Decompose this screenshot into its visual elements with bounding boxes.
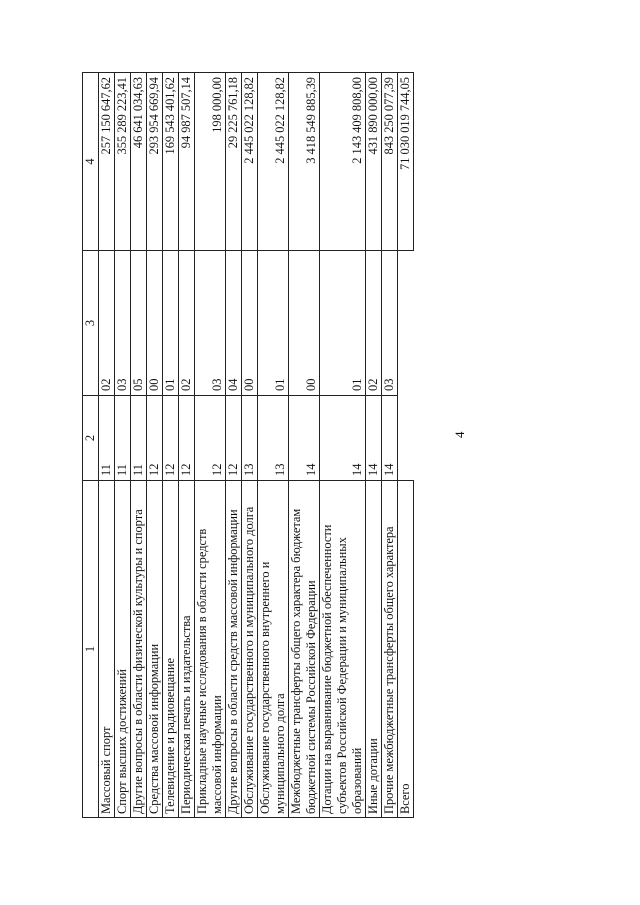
total-amount: 71 030 019 744,05 — [398, 73, 414, 251]
row-name-cell: Прочие межбюджетные трансферты общего характера — [382, 481, 398, 818]
table-row — [131, 73, 147, 818]
page-number: 4 — [452, 431, 467, 438]
row-amount-cell: 843 250 077,39 — [382, 73, 398, 251]
row-name-cell: Средства массовой информации — [147, 481, 163, 818]
row-section-code-cell: 14 — [320, 396, 366, 481]
row-name-cell: Другие вопросы в области физической культуры и спорта — [131, 481, 147, 818]
table-row — [289, 73, 320, 818]
row-amount-cell: 46 641 034,63 — [131, 73, 147, 251]
row-section-code-cell: 12 — [226, 396, 242, 481]
table-row — [242, 73, 258, 818]
table-row — [320, 73, 366, 818]
row-subsection-code-cell: 01 — [258, 251, 289, 396]
row-name-cell: Дотации на выравнивание бюджетной обеспеченности субъектов Российской Федерации и муниципальных образований — [320, 481, 366, 818]
total-row — [398, 73, 414, 818]
row-name-cell: Телевидение и радиовещание — [163, 481, 179, 818]
row-section-code-cell: 12 — [147, 396, 163, 481]
row-subsection-code-cell: 04 — [226, 251, 242, 396]
row-section-code-cell: 12 — [179, 396, 195, 481]
row-amount-cell: 169 543 401,62 — [163, 73, 179, 251]
row-amount-cell: 2 445 022 128,82 — [242, 73, 258, 251]
row-amount-cell: 29 225 761,18 — [226, 73, 242, 251]
header-col-2: 2 — [83, 396, 99, 481]
row-section-code-cell: 13 — [242, 396, 258, 481]
row-subsection-code-cell: 05 — [131, 251, 147, 396]
header-col-3: 3 — [83, 251, 99, 396]
table-row — [226, 73, 242, 818]
row-amount-cell: 355 289 223,41 — [115, 73, 131, 251]
row-section-code-cell: 12 — [195, 396, 226, 481]
row-amount-cell: 94 987 507,14 — [179, 73, 195, 251]
table-row — [382, 73, 398, 818]
row-name-cell: Прикладные научные исследования в области средств массовой информации — [195, 481, 226, 818]
header-col-4: 4 — [83, 73, 99, 251]
row-section-code-cell: 14 — [382, 396, 398, 481]
row-section-code-cell: 12 — [163, 396, 179, 481]
table-row — [99, 73, 115, 818]
table-header-row — [83, 73, 99, 818]
row-section-code-cell: 14 — [366, 396, 382, 481]
table-row — [179, 73, 195, 818]
row-name-cell: Другие вопросы в области средств массовой информации — [226, 481, 242, 818]
row-subsection-code-cell: 01 — [163, 251, 179, 396]
row-amount-cell: 2 143 409 808,00 — [320, 73, 366, 251]
table-row — [147, 73, 163, 818]
row-section-code-cell: 11 — [99, 396, 115, 481]
row-name-cell: Межбюджетные трансферты общего характера бюджетам бюджетной системы Российской Федерации — [289, 481, 320, 818]
table-row — [195, 73, 226, 818]
row-name-cell: Массовый спорт — [99, 481, 115, 818]
row-subsection-code-cell: 03 — [115, 251, 131, 396]
row-subsection-code-cell: 03 — [195, 251, 226, 396]
row-subsection-code-cell: 02 — [366, 251, 382, 396]
total-blank-cell — [398, 251, 414, 396]
budget-table-container — [82, 73, 427, 818]
table-row — [115, 73, 131, 818]
total-label: Всего — [398, 481, 414, 818]
row-name-cell: Обслуживание государственного внутреннего и муниципального долга — [258, 481, 289, 818]
row-name-cell: Иные дотации — [366, 481, 382, 818]
row-name-cell: Обслуживание государственного и муниципального долга — [242, 481, 258, 818]
row-subsection-code-cell: 01 — [320, 251, 366, 396]
row-section-code-cell: 11 — [115, 396, 131, 481]
row-section-code-cell: 13 — [258, 396, 289, 481]
header-col-1: 1 — [83, 481, 99, 818]
table-row — [366, 73, 382, 818]
row-name-cell: Периодическая печать и издательства — [179, 481, 195, 818]
table-body — [99, 73, 398, 818]
row-name-cell: Спорт высших достижений — [115, 481, 131, 818]
row-amount-cell: 293 954 669,94 — [147, 73, 163, 251]
table-row — [163, 73, 179, 818]
row-subsection-code-cell: 03 — [382, 251, 398, 396]
row-amount-cell: 2 445 022 128,82 — [258, 73, 289, 251]
row-section-code-cell: 11 — [131, 396, 147, 481]
table-row — [258, 73, 289, 818]
row-amount-cell: 3 418 549 885,39 — [289, 73, 320, 251]
total-blank-cell — [398, 396, 414, 481]
row-subsection-code-cell: 00 — [147, 251, 163, 396]
row-amount-cell: 257 150 647,62 — [99, 73, 115, 251]
row-amount-cell: 431 890 000,00 — [366, 73, 382, 251]
budget-table — [82, 72, 414, 818]
row-subsection-code-cell: 00 — [242, 251, 258, 396]
row-subsection-code-cell: 02 — [179, 251, 195, 396]
row-section-code-cell: 14 — [289, 396, 320, 481]
row-subsection-code-cell: 00 — [289, 251, 320, 396]
row-subsection-code-cell: 02 — [99, 251, 115, 396]
row-amount-cell: 198 000,00 — [195, 73, 226, 251]
